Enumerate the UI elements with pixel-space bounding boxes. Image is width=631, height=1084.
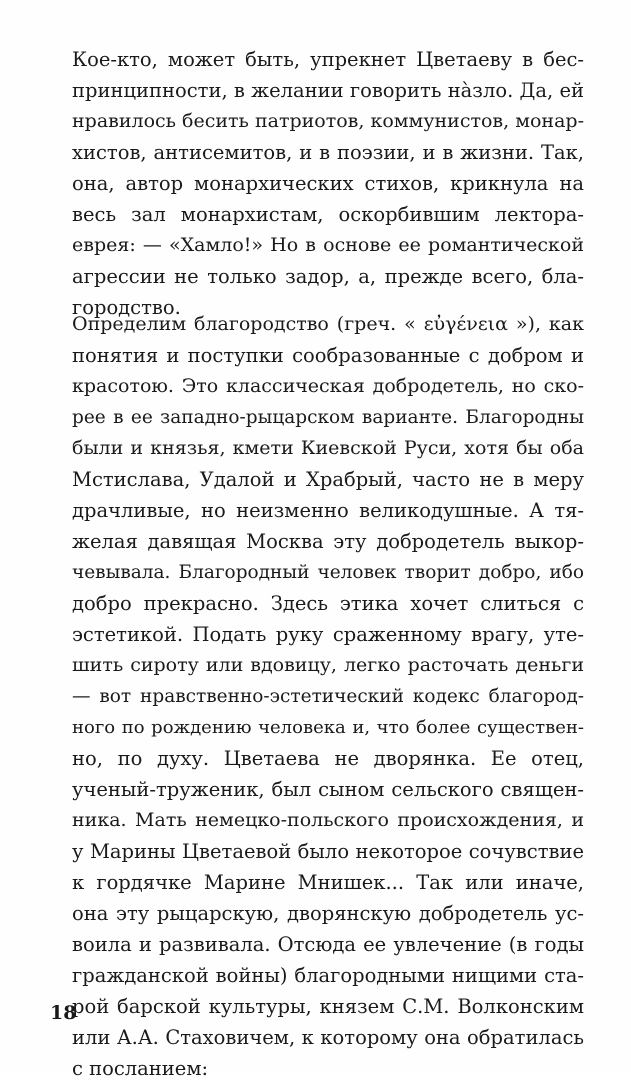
text-line: Определим благородство (греч. « εὐγένεια »), как (72, 313, 584, 335)
text-line: городство. (72, 296, 181, 319)
text-line: воила и развивала. Отсюда ее увлечение (в годы (72, 933, 584, 956)
paragraph-2 (72, 309, 584, 1084)
text-line: понятия и поступки сообразованные с добром и (72, 344, 584, 367)
text-line: красотою. Это классическая добродетель, но ско- (72, 375, 584, 397)
text-line: чевывала. Благородный человек творит добро, ибо (72, 562, 584, 583)
paragraph-1 (72, 44, 584, 323)
text-line: Мстислава, Удалой и Храбрый, часто не в меру (72, 468, 584, 491)
text-line: шить сироту или вдовицу, легко расточать деньги (72, 654, 584, 676)
text-line: Кое-кто, может быть, упрекнет Цветаеву в бес- (72, 48, 584, 71)
text-line: желая давящая Москва эту добродетель выкор- (72, 530, 584, 553)
text-line: агрессии не только задор, а, прежде всего, бла- (72, 265, 584, 288)
text-line: у Марины Цветаевой было некоторое сочувствие (72, 840, 584, 863)
text-line: гражданской войны) благородными нищими ста- (72, 964, 584, 987)
text-line: с посланием: (72, 1057, 209, 1080)
text-line: эстетикой. Подать руку сраженному врагу, уте- (72, 623, 584, 646)
text-line: к гордячке Марине Мнишек... Так или иначе, (72, 871, 584, 894)
text-line: добро прекрасно. Здесь этика хочет слиться с (72, 592, 584, 615)
text-line: ника. Мать немецко-польского происхождения, и (72, 809, 584, 831)
text-line: она, автор монархических стихов, крикнула на (72, 172, 584, 195)
text-line: рее в ее западно-рыцарском варианте. Благородны (72, 407, 584, 428)
page-number: 18 (50, 1002, 77, 1024)
text-line: хистов, антисемитов, и в поэзии, и в жизни. Так, (72, 141, 584, 164)
text-line: еврея: — «Хамло!» Но в основе ее романтической (72, 234, 584, 256)
text-line: ного по рождению человека и, что более существен- (72, 717, 584, 738)
text-line: нравилось бесить патриотов, коммунистов, монар- (72, 110, 584, 132)
text-line: или А.А. Стаховичем, к которому она обратилась (72, 1026, 584, 1049)
text-line: но, по духу. Цветаева не дворянка. Ее отец, (72, 747, 584, 770)
text-line: рой барской культуры, князем С.М. Волконским (72, 995, 584, 1018)
text-line: драчливые, но неизменно великодушные. А тя- (72, 499, 584, 522)
text-line: весь зал монархистам, оскорбившим лектора- (72, 203, 584, 226)
text-line: были и князья, кмети Киевской Руси, хотя бы оба (72, 437, 584, 459)
text-line: ученый-труженик, был сыном сельского священ- (72, 778, 584, 801)
text-line: принципности, в желании говорить нàзло. Да, ей (72, 79, 584, 102)
text-line: — вот нравственно-эстетический кодекс благород- (72, 686, 584, 707)
text-line: она эту рыцарскую, дворянскую добродетель ус- (72, 902, 584, 925)
